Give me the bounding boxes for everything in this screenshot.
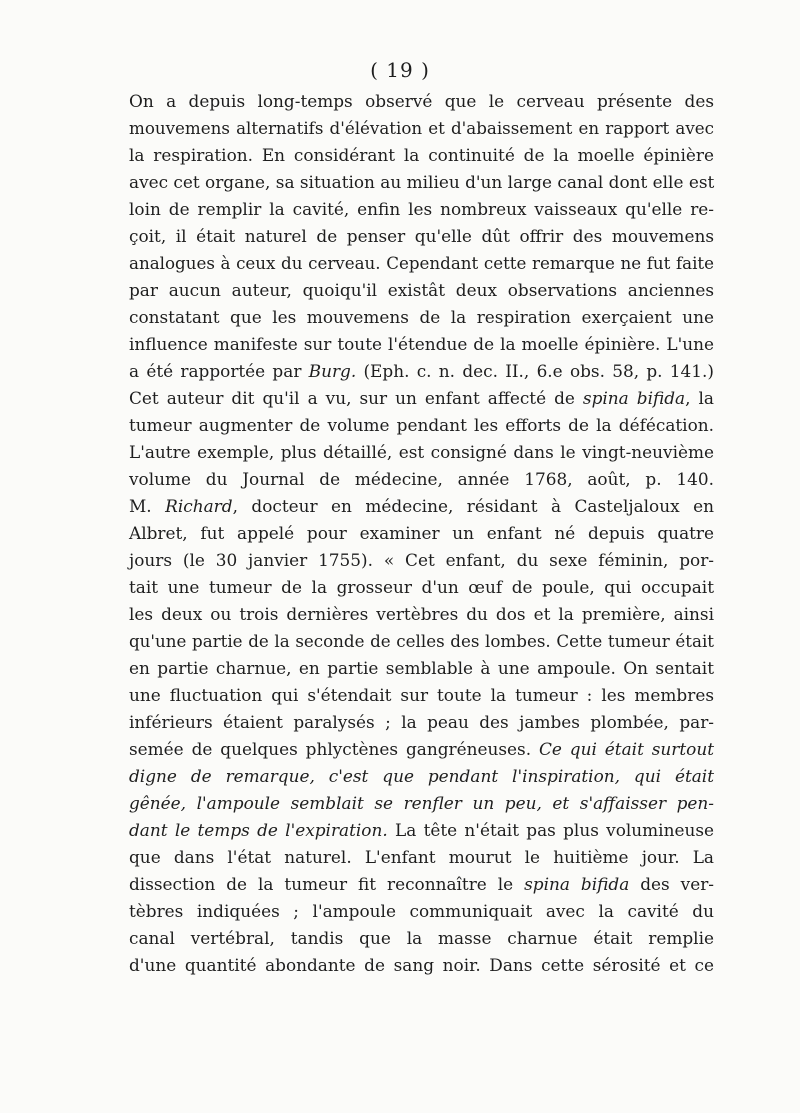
text-segment: Albret, fut appelé pour examiner un enfant né depuis quatre [129,523,714,543]
text-segment: analogues à ceux du cerveau. Cependant cette remarque ne fut faite [129,253,714,273]
text-segment: semée de quelques phlyctènes gangréneuses. [129,739,539,759]
text-segment: a été rapportée par [129,361,309,381]
text-line [129,682,714,709]
italic-text: spina bifida [582,388,686,408]
text-segment: la respiration. En considérant la continuité de la moelle épinière [129,145,714,165]
italic-text: gênée, l'ampoule semblait se renfler un peu, et s'affaisser pen- [129,793,714,813]
text-segment: en partie charnue, en partie semblable à une ampoule. On sentait [129,658,714,678]
italic-text: Burg. [308,361,357,381]
text-line [129,196,714,223]
text-line [129,736,714,763]
italic-text: digne de remarque, c'est que pendant l'inspiration, qui était [129,766,714,786]
text-segment: inférieurs étaient paralysés ; la peau des jambes plombée, par- [129,712,714,732]
text-line [129,304,714,331]
text-segment: On a depuis long-temps observé que le cerveau présente des [129,91,714,111]
body-text [129,88,714,979]
text-line [129,574,714,601]
text-line [129,898,714,925]
text-segment: des ver- [629,874,714,894]
text-segment: tèbres indiquées ; l'ampoule communiquait avec la cavité du [129,901,714,921]
text-segment: canal vertébral, tandis que la masse charnue était remplie [129,928,714,948]
text-segment: constatant que les mouvemens de la respiration exerçaient une [129,307,714,327]
text-line [129,655,714,682]
text-line [129,925,714,952]
italic-text: dant le temps de l'expiration. [129,820,388,840]
text-segment: dissection de la tumeur fit reconnaître le [129,874,525,894]
text-line [129,520,714,547]
text-line [129,628,714,655]
text-line [129,88,714,115]
text-line [129,952,714,979]
text-segment: tumeur augmenter de volume pendant les efforts de la défécation. [129,415,714,435]
text-line [129,547,714,574]
text-segment: L'autre exemple, plus détaillé, est consigné dans le vingt-neuvième [129,442,714,462]
text-segment: (Eph. c. n. dec. II., 6.e obs. 58, p. 141.) [356,361,714,381]
text-line [129,358,714,385]
text-line [129,412,714,439]
text-segment: d'une quantité abondante de sang noir. Dans cette sérosité et ce [129,955,714,975]
text-line [129,277,714,304]
italic-text: Richard [165,496,233,516]
text-line [129,601,714,628]
text-line [129,709,714,736]
text-line [129,250,714,277]
text-segment: , la [685,388,714,408]
text-line [129,493,714,520]
text-segment: , docteur en médecine, résidant à Casteljaloux en [232,496,714,516]
text-line [129,385,714,412]
text-segment: une fluctuation qui s'étendait sur toute la tumeur : les membres [129,685,714,705]
text-line [129,115,714,142]
text-segment: par aucun auteur, quoiqu'il existât deux observations anciennes [129,280,714,300]
text-segment: La tête n'était pas plus volumineuse [387,820,714,840]
text-line [129,223,714,250]
text-segment: çoit, il était naturel de penser qu'elle dût offrir des mouvemens [129,226,714,246]
text-segment: loin de remplir la cavité, enfin les nombreux vaisseaux qu'elle re- [129,199,714,219]
text-line [129,817,714,844]
text-segment: les deux ou trois dernières vertèbres du dos et la première, ainsi [129,604,714,624]
text-line [129,844,714,871]
text-line [129,871,714,898]
text-segment: jours (le 30 janvier 1755). « Cet enfant, du sexe féminin, por- [129,550,714,570]
text-line [129,439,714,466]
text-line [129,790,714,817]
text-segment: que dans l'état naturel. L'enfant mourut le huitième jour. La [129,847,714,867]
text-segment: influence manifeste sur toute l'étendue de la moelle épinière. L'une [129,334,714,354]
text-segment: avec cet organe, sa situation au milieu d'un large canal dont elle est [129,172,715,192]
text-line [129,466,714,493]
text-segment: qu'une partie de la seconde de celles des lombes. Cette tumeur était [129,631,714,651]
text-segment: mouvemens alternatifs d'élévation et d'abaissement en rapport avec [129,118,714,138]
text-segment: M. [129,496,166,516]
page-number: ( 19 ) [370,58,430,82]
italic-text: Ce qui était surtout [538,739,715,759]
text-segment: volume du Journal de médecine, année 1768, août, p. 140. [129,469,714,489]
text-line [129,169,714,196]
text-segment: tait une tumeur de la grosseur d'un œuf de poule, qui occupait [129,577,714,597]
text-line [129,331,714,358]
text-line [129,763,714,790]
text-line [129,142,714,169]
text-segment: Cet auteur dit qu'il a vu, sur un enfant affecté de [129,388,583,408]
italic-text: spina bifida [524,874,630,894]
